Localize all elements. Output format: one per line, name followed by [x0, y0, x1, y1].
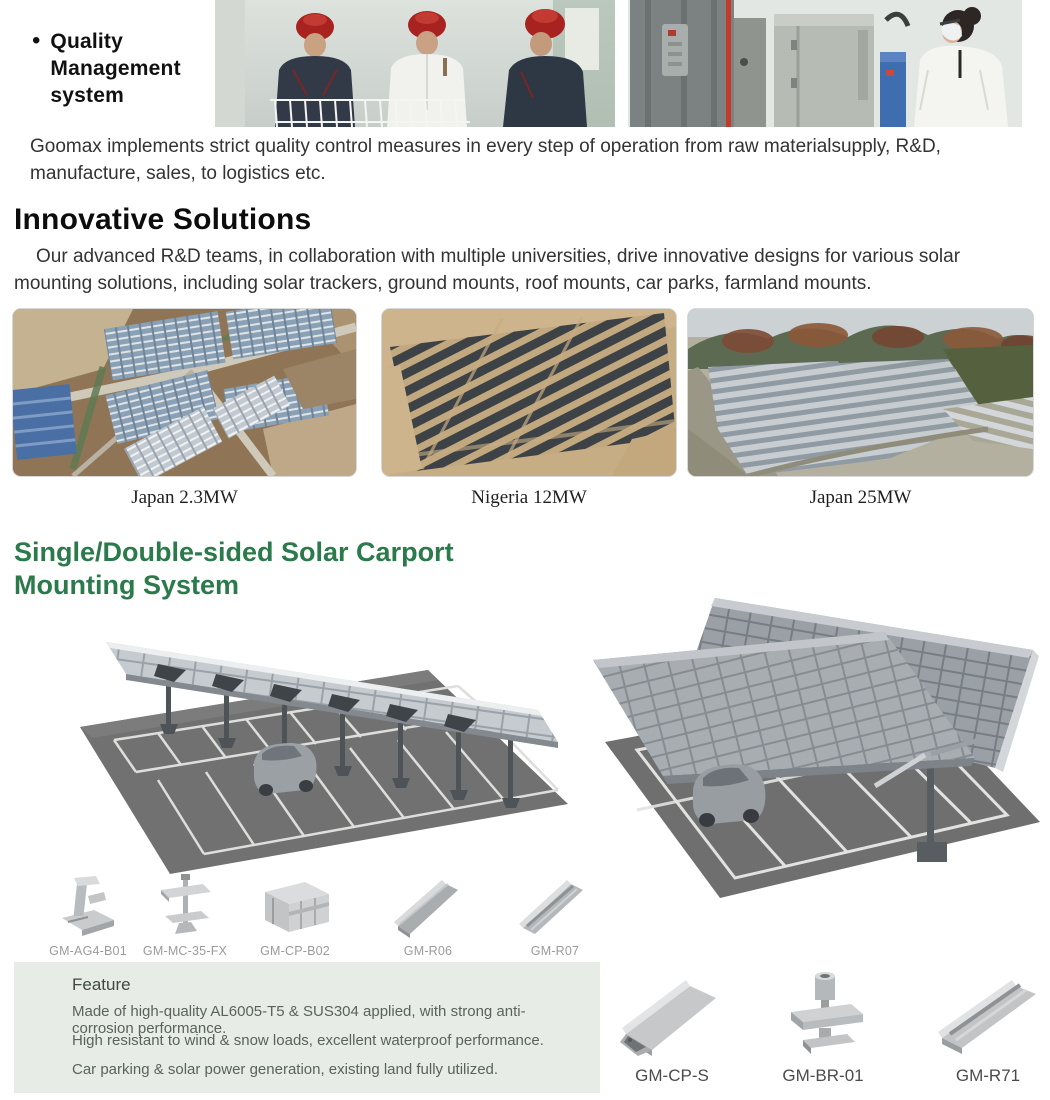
car — [693, 764, 765, 827]
quality-bullet-label: Quality Management system — [50, 30, 181, 107]
project-photo-japan-25mw — [687, 308, 1034, 477]
component-gm-r06 — [373, 872, 483, 958]
quality-bullet-item — [32, 28, 212, 109]
feature-item: Made of high-quality AL6005-T5 & SUS304 applied, with strong anti-corrosion performance. — [72, 1003, 526, 1037]
gm-r06-image — [373, 872, 483, 940]
component-gm-cp-s — [597, 972, 747, 1086]
carport-section-title — [14, 536, 454, 602]
double-sided-carport-render — [575, 590, 1050, 920]
component-gm-mc-35-fx — [130, 872, 240, 958]
component-label: GM-R07 — [530, 944, 580, 958]
car — [254, 743, 317, 796]
gm-r71-image — [913, 972, 1050, 1060]
innovative-solutions-title: Innovative Solutions — [14, 203, 312, 236]
innovative-description: Our advanced R&D teams, in collaboration with multiple universities, drive innovative designs for various solar mounting solutions, including solar trackers, ground mounts, roof mounts, car parks, farmland mounts. — [14, 246, 961, 294]
carport-title-line1: Single/Double-sided Solar Carport — [14, 537, 454, 567]
feature-item: Car parking & solar power generation, existing land fully utilized. — [72, 1061, 499, 1078]
component-label: GM-BR-01 — [782, 1066, 864, 1085]
gm-r07-image — [500, 872, 610, 940]
quality-inspection-photo — [215, 0, 615, 127]
carport-title-line2: Mounting System — [14, 570, 240, 600]
component-gm-r71 — [913, 972, 1050, 1086]
project-caption-japan-25mw: Japan 25MW — [809, 487, 912, 508]
bullet-icon: • — [32, 27, 41, 54]
component-label: GM-CP-B02 — [260, 944, 330, 958]
testing-lab-photo — [628, 0, 1022, 127]
feature-box — [14, 962, 600, 1093]
single-sided-carport-render — [18, 612, 583, 892]
quality-description: Goomax implements strict quality control measures in every step of operation from raw materialsupply, R&D, manufacture, sales, to logistics etc. — [30, 136, 941, 184]
component-label: GM-MC-35-FX — [142, 944, 228, 958]
project-photo-nigeria-12mw — [381, 308, 677, 477]
gm-cp-s-image — [597, 972, 747, 1060]
component-gm-r07 — [500, 872, 610, 958]
component-label: GM-R71 — [955, 1066, 1021, 1085]
gm-cp-b02-image — [240, 872, 350, 940]
component-gm-ag4-b01 — [33, 872, 143, 958]
gm-br-01-image — [748, 972, 898, 1060]
feature-item: High resistant to wind & snow loads, excellent waterproof performance. — [72, 1032, 544, 1049]
gm-mc-35-fx-image — [130, 872, 240, 940]
component-gm-br-01 — [748, 972, 898, 1086]
project-caption-japan-2-3mw: Japan 2.3MW — [131, 487, 238, 508]
component-label: GM-AG4-B01 — [49, 944, 127, 958]
component-label: GM-CP-S — [635, 1066, 709, 1085]
component-label: GM-R06 — [403, 944, 453, 958]
feature-title: Feature — [72, 975, 131, 994]
component-gm-cp-b02 — [240, 872, 350, 958]
project-photo-japan-2-3mw — [12, 308, 357, 477]
project-caption-nigeria-12mw: Nigeria 12MW — [471, 487, 587, 508]
gm-ag4-b01-image — [33, 872, 143, 940]
